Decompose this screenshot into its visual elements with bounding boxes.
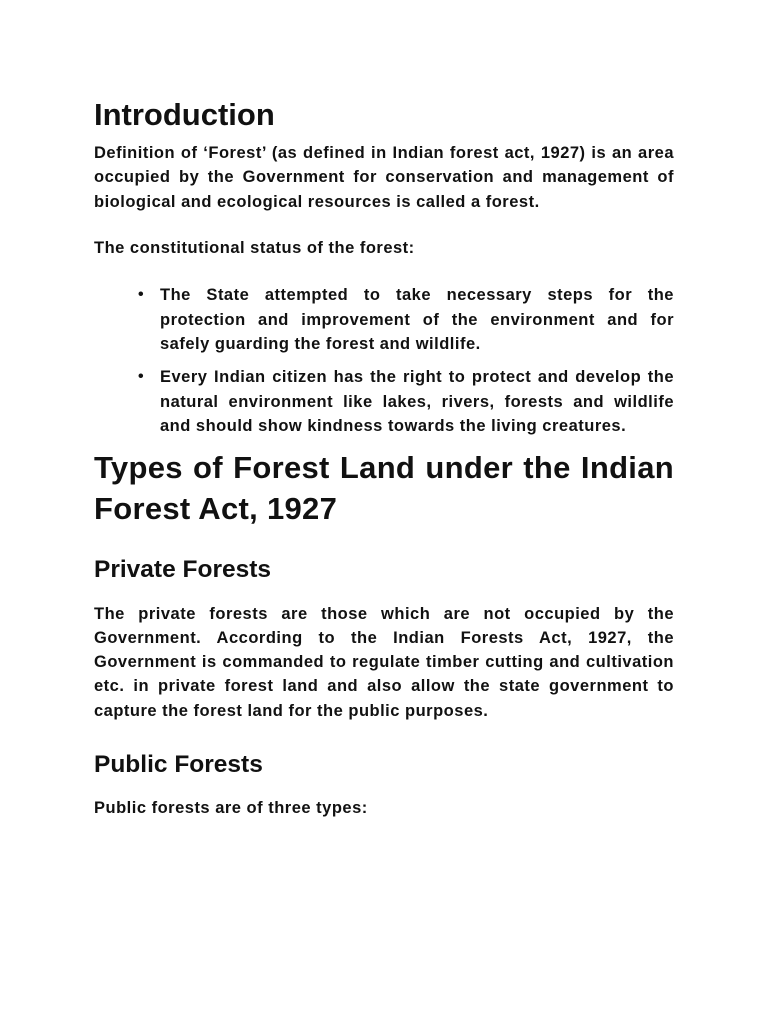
- introduction-heading: Introduction: [94, 97, 275, 132]
- list-item: [94, 283, 674, 356]
- forest-definition-paragraph: Definition of ‘Forest’ (as defined in Indian forest act, 1927) is an area occupied by the Government for conservation and management of biological and ecological resources is called a forest.: [94, 144, 674, 211]
- private-forests-paragraph: The private forests are those which are not occupied by the Government. According to the Indian Forests Act, 1927, the Government is commanded to regulate timber cutting and cultivation etc. in private forest land and also allow the state government to capture the forest land for the public purposes.: [94, 604, 674, 720]
- types-heading: Types of Forest Land under the Indian Forest Act, 1927: [94, 450, 674, 527]
- document-page: [94, 96, 674, 821]
- list-item-text: The State attempted to take necessary steps for the protection and improvement of the environment and for safely guarding the forest and wildlife.: [160, 286, 674, 353]
- public-forests-heading: Public Forests: [94, 751, 263, 779]
- constitutional-status-label: The constitutional status of the forest:: [94, 239, 415, 258]
- list-item-text: Every Indian citizen has the right to protect and develop the natural environment like lakes, rivers, forests and wildlife and should show kindness towards the living creatures.: [160, 368, 674, 435]
- constitutional-status-list: [94, 283, 674, 438]
- list-item: [94, 365, 674, 438]
- bullet-icon: •: [138, 286, 145, 304]
- bullet-icon: •: [138, 368, 145, 386]
- private-forests-heading: Private Forests: [94, 556, 272, 584]
- public-forests-paragraph: Public forests are of three types:: [94, 799, 368, 818]
